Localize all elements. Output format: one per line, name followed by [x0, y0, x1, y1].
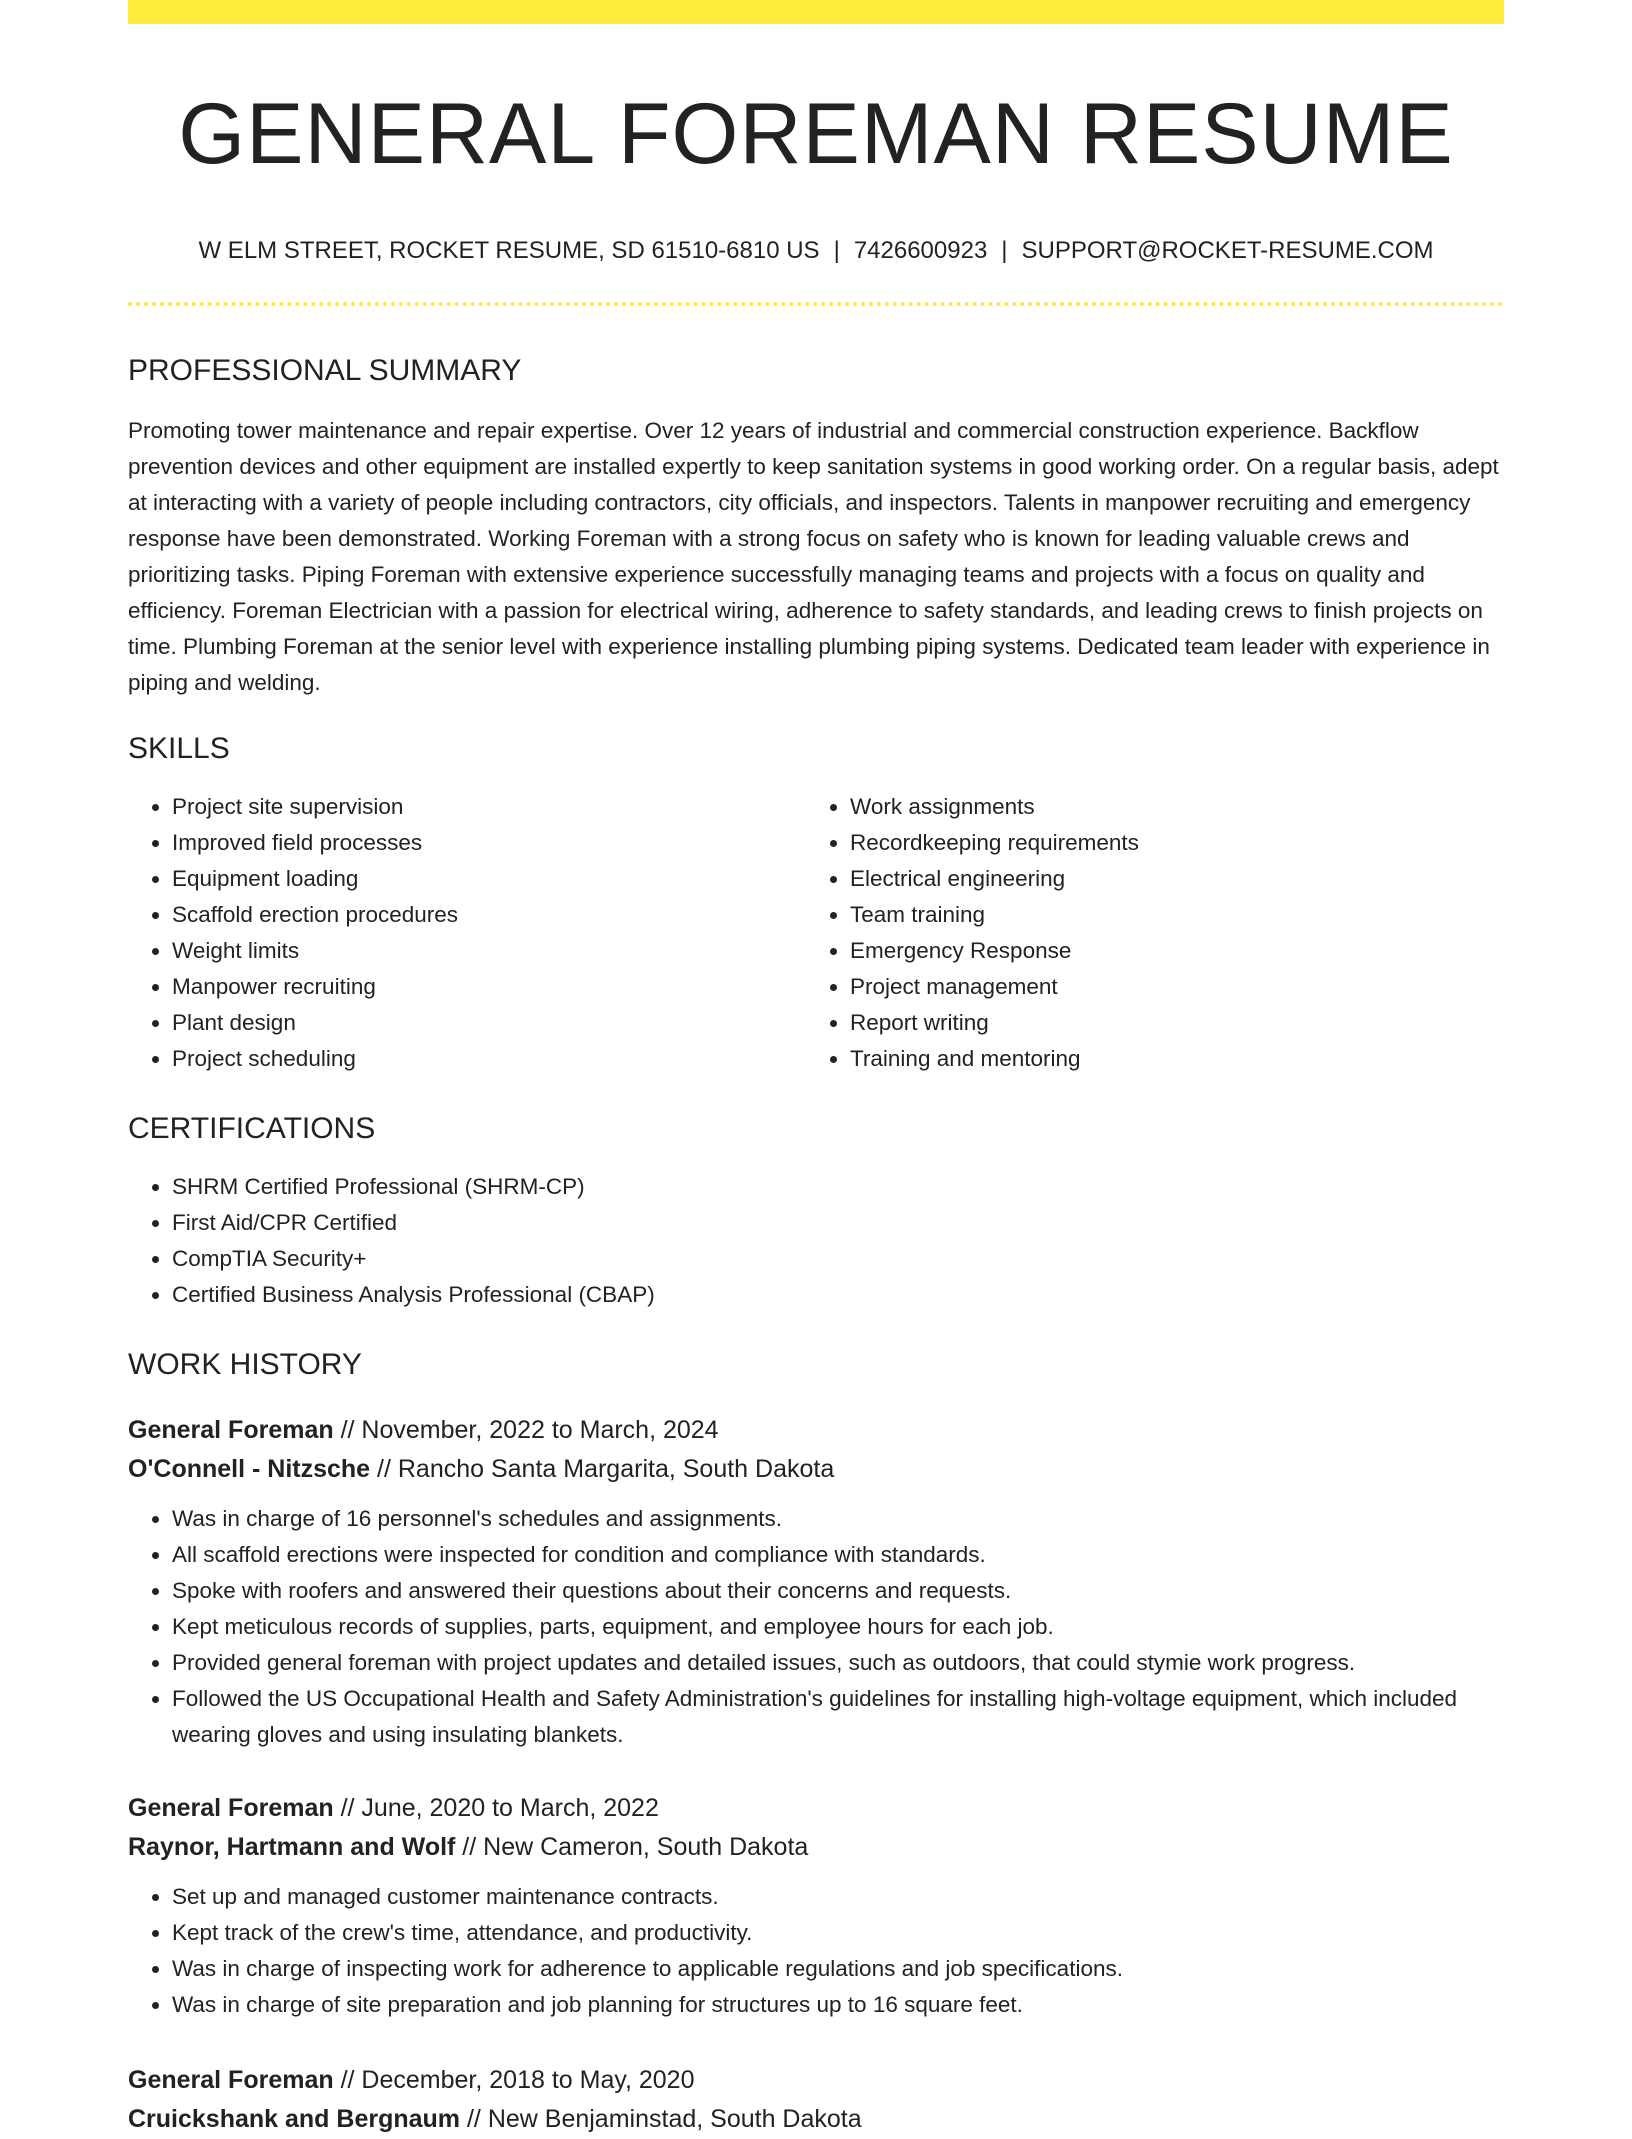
- certifications-list: [128, 1169, 1504, 1313]
- job-bullet: • Kept track of the crew's time, attendance, and productivity.: [172, 1915, 1504, 1951]
- contact-line: [128, 236, 1504, 266]
- job-title: General Foreman: [128, 1794, 334, 1822]
- skill-item: • Plant design: [172, 1005, 806, 1041]
- job-company: Cruickshank and Bergnaum: [128, 2105, 461, 2133]
- skill-item: • Improved field processes: [172, 825, 806, 861]
- skill-item: • Team training: [850, 897, 1484, 933]
- job-dates: // June, 2020 to March, 2022: [333, 1794, 659, 1822]
- job-entry: [128, 2061, 1504, 2139]
- skill-item: • Training and mentoring: [850, 1041, 1484, 1077]
- job-entry: [128, 1789, 1504, 2023]
- dotted-divider: [128, 302, 1504, 306]
- contact-separator: |: [833, 237, 840, 264]
- job-bullet: • Set up and managed customer maintenance contracts.: [172, 1879, 1504, 1915]
- certification-item: • CompTIA Security+: [172, 1241, 1504, 1277]
- skills-section: [128, 731, 1504, 1077]
- job-dates: // December, 2018 to May, 2020: [333, 2066, 695, 2094]
- contact-email: SUPPORT@ROCKET-RESUME.COM: [1021, 237, 1434, 264]
- job-title-line: [128, 1411, 1504, 1450]
- skills-list-left: [128, 789, 806, 1077]
- skill-item: • Weight limits: [172, 933, 806, 969]
- work-history-section: [128, 1347, 1504, 1383]
- skills-columns: [128, 789, 1504, 1077]
- certifications-section: [128, 1111, 1504, 1313]
- job-location: // Rancho Santa Margarita, South Dakota: [370, 1455, 835, 1483]
- certification-item: • SHRM Certified Professional (SHRM-CP): [172, 1169, 1504, 1205]
- skill-item: • Report writing: [850, 1005, 1484, 1041]
- job-entry: [128, 1411, 1504, 1753]
- job-bullet: • Provided general foreman with project updates and detailed issues, such as outdoors, that could stymie work progress.: [172, 1645, 1504, 1681]
- contact-address: W ELM STREET, ROCKET RESUME, SD 61510-6810 US: [198, 237, 820, 264]
- skill-item: • Scaffold erection procedures: [172, 897, 806, 933]
- job-title-line: [128, 1789, 1504, 1828]
- skill-item: • Recordkeeping requirements: [850, 825, 1484, 861]
- job-dates: // November, 2022 to March, 2024: [333, 1416, 719, 1444]
- summary-text: Promoting tower maintenance and repair expertise. Over 12 years of industrial and commercial construction experience. Backflow prevention devices and other equipment are installed expertly to keep sanitation systems in good working order. On a regular basis, adept at interacting with a variety of people including contractors, city officials, and inspectors. Talents in manpower recruiting and emergency response have been demonstrated. Working Foreman with a strong focus on safety who is known for leading valuable crews and prioritizing tasks. Piping Foreman with extensive experience successfully managing teams and projects with a focus on quality and efficiency. Foreman Electrician with a passion for electrical wiring, adherence to safety standards, and leading crews to finish projects on time. Plumbing Foreman at the senior level with experience installing plumbing piping systems. Dedicated team leader with experience in piping and welding.: [128, 418, 1499, 695]
- skill-item: • Project scheduling: [172, 1041, 806, 1077]
- certification-item: • Certified Business Analysis Professional (CBAP): [172, 1277, 1504, 1313]
- skill-item: • Emergency Response: [850, 933, 1484, 969]
- summary-section: [128, 353, 1504, 701]
- job-company: Raynor, Hartmann and Wolf: [128, 1833, 456, 1861]
- summary-heading: PROFESSIONAL SUMMARY: [128, 354, 522, 387]
- job-company-line: [128, 2100, 1504, 2139]
- skill-item: • Manpower recruiting: [172, 969, 806, 1005]
- job-company-line: [128, 1450, 1504, 1489]
- job-bullet: • Was in charge of site preparation and job planning for structures up to 16 square feet.: [172, 1987, 1504, 2023]
- job-company: O'Connell - Nitzsche: [128, 1455, 371, 1483]
- resume-page: [128, 0, 1504, 2133]
- job-bullet: • Was in charge of inspecting work for adherence to applicable regulations and job specifications.: [172, 1951, 1504, 1987]
- job-location: // New Benjaminstad, South Dakota: [460, 2105, 862, 2133]
- job-location: // New Cameron, South Dakota: [455, 1833, 809, 1861]
- job-bullet: • Was in charge of 16 personnel's schedules and assignments.: [172, 1501, 1504, 1537]
- job-bullet: • All scaffold erections were inspected for condition and compliance with standards.: [172, 1537, 1504, 1573]
- job-bullet: • Spoke with roofers and answered their questions about their concerns and requests.: [172, 1573, 1504, 1609]
- skill-item: • Project site supervision: [172, 789, 806, 825]
- contact-phone: 7426600923: [853, 237, 988, 264]
- accent-top-bar: [128, 0, 1504, 24]
- certification-item: • First Aid/CPR Certified: [172, 1205, 1504, 1241]
- contact-separator: |: [1001, 237, 1008, 264]
- job-bullet: • Followed the US Occupational Health and Safety Administration's guidelines for installing high-voltage equipment, which included wearing gloves and using insulating blankets.: [172, 1681, 1504, 1753]
- skill-item: • Equipment loading: [172, 861, 806, 897]
- job-bullet-list: [128, 1879, 1504, 2023]
- work-history-heading: WORK HISTORY: [128, 1348, 362, 1381]
- certifications-heading: CERTIFICATIONS: [128, 1112, 376, 1145]
- job-bullet: • Kept meticulous records of supplies, parts, equipment, and employee hours for each job.: [172, 1609, 1504, 1645]
- job-title: General Foreman: [128, 2066, 334, 2094]
- skill-item: • Work assignments: [850, 789, 1484, 825]
- skill-item: • Electrical engineering: [850, 861, 1484, 897]
- job-title-line: [128, 2061, 1504, 2100]
- skill-item: • Project management: [850, 969, 1484, 1005]
- job-company-line: [128, 1828, 1504, 1867]
- job-title: General Foreman: [128, 1416, 334, 1444]
- resume-title: GENERAL FOREMAN RESUME: [178, 86, 1454, 182]
- job-bullet-list: [128, 1501, 1504, 1753]
- skills-heading: SKILLS: [128, 732, 230, 765]
- skills-list-right: [806, 789, 1484, 1077]
